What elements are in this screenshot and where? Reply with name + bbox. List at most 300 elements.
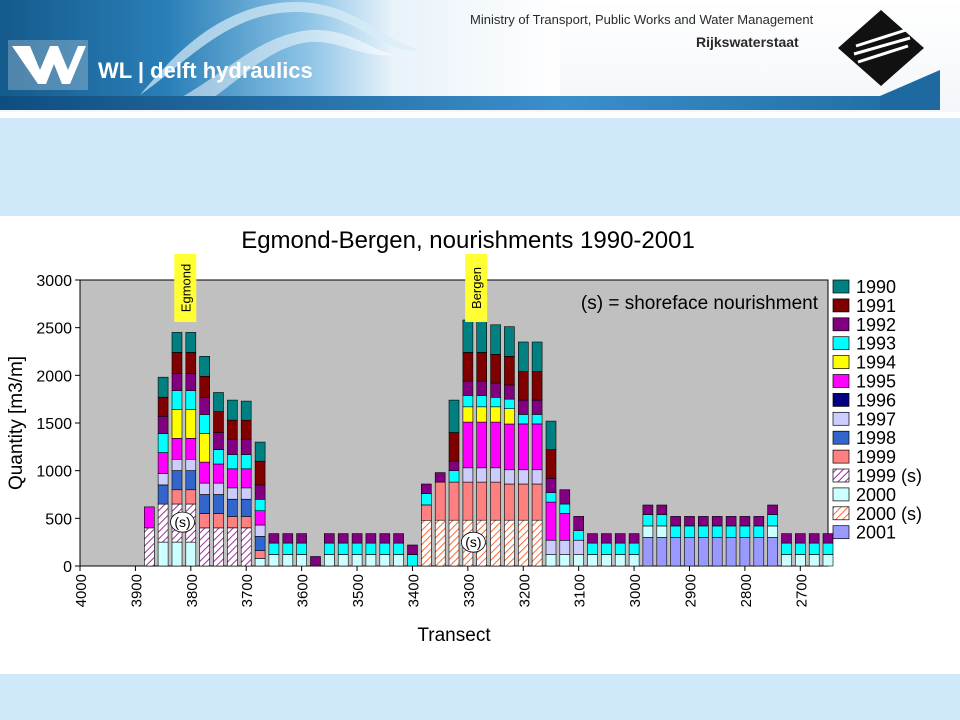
bar-segment <box>158 397 168 416</box>
x-axis-label: Transect <box>417 625 491 646</box>
bar-segment <box>657 537 667 566</box>
bar-segment <box>214 450 224 464</box>
agency-line: Rijkswaterstaat <box>696 34 799 50</box>
bar-segment <box>560 540 570 554</box>
bar-segment <box>200 356 210 376</box>
bar-segment <box>172 471 182 490</box>
bar-segment <box>657 526 667 537</box>
bar-segment <box>241 439 251 454</box>
legend-item <box>833 277 896 297</box>
bar-segment <box>546 493 556 503</box>
legend-item <box>833 504 922 524</box>
legend-swatch <box>833 488 849 501</box>
x-tick-label: 3900 <box>128 574 146 608</box>
bar-segment <box>214 514 224 528</box>
bar-segment <box>158 416 168 433</box>
bar-segment <box>435 482 445 520</box>
bar-segment <box>477 395 487 406</box>
y-tick-label: 500 <box>45 511 72 529</box>
bar-segment <box>768 526 778 537</box>
bar-segment <box>255 511 265 525</box>
bar-segment <box>546 540 556 554</box>
bar-segment <box>532 372 542 401</box>
legend-item <box>833 447 896 467</box>
bar-segment <box>200 528 210 566</box>
legend-swatch <box>833 318 849 331</box>
bar-segment <box>366 543 376 554</box>
bar-segment <box>241 499 251 516</box>
bar-segment <box>477 468 487 482</box>
bar-segment <box>241 455 251 469</box>
legend-item <box>833 466 922 486</box>
bar-segment <box>809 555 819 566</box>
legend-item <box>833 390 896 410</box>
bar-segment <box>671 526 681 537</box>
bar-segment <box>712 537 722 566</box>
bar-segment <box>200 376 210 397</box>
bar-segment <box>241 528 251 566</box>
bar-segment <box>463 353 473 382</box>
bar-segment <box>172 542 182 566</box>
bar-segment <box>408 555 418 566</box>
bar-segment <box>463 320 473 352</box>
bar-segment <box>186 490 196 504</box>
bar-segment <box>324 555 334 566</box>
bar-segment <box>214 464 224 483</box>
bar-segment <box>214 528 224 566</box>
bar-segment <box>463 381 473 395</box>
x-tick-label: 3600 <box>294 574 312 608</box>
bar-segment <box>227 400 237 420</box>
legend-item <box>833 523 896 543</box>
bar-segment <box>255 536 265 550</box>
bar-segment <box>574 516 584 530</box>
shoreface-marker <box>171 512 195 532</box>
bar-segment <box>352 543 362 554</box>
bar-segment <box>366 534 376 544</box>
brand-name: WL | delft hydraulics <box>98 58 313 83</box>
x-tick-label: 3300 <box>460 574 478 608</box>
bar-segment <box>546 502 556 540</box>
bar-segment <box>227 499 237 516</box>
bottom-band <box>0 674 960 720</box>
bar-segment <box>504 424 514 470</box>
bar-segment <box>463 468 473 482</box>
bar-segment <box>671 537 681 566</box>
bar-segment <box>477 381 487 395</box>
y-axis <box>36 273 80 576</box>
bar-segment <box>449 520 459 566</box>
bar-segment <box>338 543 348 554</box>
legend-item <box>833 353 896 373</box>
bar-segment <box>144 528 154 566</box>
bar-segment <box>449 433 459 462</box>
bar-segment <box>255 499 265 510</box>
shoreface-marker-text: (s) <box>174 514 191 531</box>
bar-segment <box>504 409 514 424</box>
bar-segment <box>255 558 265 566</box>
bar-segment <box>532 470 542 484</box>
legend-label: 1990 <box>856 277 897 297</box>
bar-segment <box>795 555 805 566</box>
bar-segment <box>615 534 625 544</box>
bar-segment <box>338 534 348 544</box>
bar-segment <box>504 356 514 385</box>
bar-segment <box>200 414 210 433</box>
y-tick-label: 2500 <box>36 320 72 338</box>
bar-segment <box>698 526 708 537</box>
bar-segment <box>518 414 528 424</box>
bar-segment <box>449 400 459 432</box>
bar-segment <box>518 400 528 414</box>
bar-segment <box>227 455 237 469</box>
bar-segment <box>629 534 639 544</box>
top-band <box>0 118 960 216</box>
bar-segment <box>685 516 695 526</box>
bar-segment <box>588 543 598 554</box>
bar-segment <box>172 490 182 504</box>
bar-segment <box>297 534 307 544</box>
bar-segment <box>241 420 251 439</box>
shoreface-marker <box>461 532 485 552</box>
legend-label: 1992 <box>856 314 897 335</box>
bar-segment <box>186 459 196 470</box>
bar-segment <box>615 555 625 566</box>
bar-segment <box>463 422 473 468</box>
bar-segment <box>394 555 404 566</box>
bar-segment <box>200 462 210 483</box>
bar-segment <box>477 422 487 468</box>
x-tick-label: 3800 <box>183 574 201 608</box>
bar-segment <box>629 543 639 554</box>
bar-segment <box>380 543 390 554</box>
bar-segment <box>283 534 293 544</box>
place-label <box>465 254 487 322</box>
legend-swatch <box>833 507 849 520</box>
bar-segment <box>255 551 265 559</box>
place-label-text: Egmond <box>178 263 194 313</box>
legend-label: 1997 <box>856 409 897 430</box>
bar-segment <box>435 473 445 483</box>
legend-swatch <box>833 337 849 350</box>
bar-segment <box>491 354 501 383</box>
bar-segment <box>449 461 459 471</box>
bar-segment <box>491 325 501 355</box>
bar-segment <box>504 385 514 399</box>
bar-segment <box>241 488 251 499</box>
bar-segment <box>421 520 431 566</box>
bar-segment <box>754 516 764 526</box>
x-tick-label: 3500 <box>350 574 368 608</box>
legend-swatch <box>833 526 849 539</box>
bar-segment <box>227 420 237 439</box>
bar-segment <box>324 543 334 554</box>
legend-item <box>833 334 896 354</box>
bar-segment <box>726 526 736 537</box>
bar-segment <box>200 514 210 528</box>
bar-segment <box>685 537 695 566</box>
legend-item <box>833 296 896 316</box>
legend-swatch <box>833 375 849 388</box>
bar-segment <box>518 520 528 566</box>
bar-segment <box>158 504 168 542</box>
bar-segment <box>241 401 251 420</box>
bar-segment <box>504 327 514 357</box>
legend-label: 1993 <box>856 333 897 354</box>
ministry-line: Ministry of Transport, Public Works and Water Management <box>470 12 814 27</box>
bar-segment <box>352 534 362 544</box>
legend-label: 1998 <box>856 428 897 449</box>
bar-segment <box>532 424 542 470</box>
legend-swatch <box>833 412 849 425</box>
legend-label: 2001 <box>856 522 897 543</box>
bar-segment <box>172 353 182 374</box>
bar-segment <box>255 442 265 461</box>
bar-segment <box>435 520 445 566</box>
bar-segment <box>782 555 792 566</box>
bar-segment <box>186 438 196 459</box>
bar-segment <box>200 397 210 414</box>
bar-segment <box>380 555 390 566</box>
bar-segment <box>172 410 182 439</box>
bar-segment <box>186 373 196 390</box>
bar-segment <box>615 543 625 554</box>
x-tick-label: 4000 <box>73 574 90 608</box>
bar-segment <box>823 555 833 566</box>
bar-segment <box>297 543 307 554</box>
bar-segment <box>449 471 459 482</box>
legend-label: 2000 <box>856 484 897 505</box>
bar-segment <box>532 520 542 566</box>
bar-segment <box>214 495 224 514</box>
bar-segment <box>186 471 196 490</box>
legend-label: 1999 <box>856 447 897 468</box>
bar-segment <box>546 450 556 479</box>
bar-segment <box>172 391 182 410</box>
bar-segment <box>560 504 570 514</box>
bar-segment <box>394 543 404 554</box>
bar-segment <box>518 424 528 470</box>
legend-swatch <box>833 393 849 406</box>
bar-segment <box>227 516 237 527</box>
bar-segment <box>158 474 168 485</box>
bar-segment <box>782 543 792 554</box>
y-tick-label: 2000 <box>36 368 72 386</box>
bar-segment <box>768 537 778 566</box>
bar-segment <box>380 534 390 544</box>
x-tick-label: 2700 <box>793 574 811 608</box>
bar-segment <box>463 395 473 406</box>
bar-segment <box>477 407 487 422</box>
bar-segment <box>532 342 542 372</box>
legend-label: 1994 <box>856 352 897 373</box>
bar-segment <box>172 438 182 459</box>
bar-segment <box>643 537 653 566</box>
legend-item <box>833 409 896 429</box>
bar-segment <box>588 555 598 566</box>
bar-segment <box>463 407 473 422</box>
place-label <box>174 254 196 322</box>
bar-segment <box>532 414 542 424</box>
bar-segment <box>629 555 639 566</box>
legend-item <box>833 372 896 392</box>
shoreface-annotation: (s) = shoreface nourishment <box>580 293 818 314</box>
bar-segment <box>311 557 321 567</box>
bar-segment <box>754 526 764 537</box>
bar-segment <box>574 531 584 541</box>
bar-segment <box>283 543 293 554</box>
bar-segment <box>241 469 251 488</box>
bar-segment <box>214 393 224 412</box>
bar-segment <box>546 478 556 492</box>
bar-segment <box>200 434 210 463</box>
bar-segment <box>491 422 501 468</box>
bar-segment <box>588 534 598 544</box>
bar-segment <box>601 555 611 566</box>
bar-segment <box>795 543 805 554</box>
bar-segment <box>352 555 362 566</box>
chart-title: Egmond-Bergen, nourishments 1990-2001 <box>241 227 695 254</box>
bar-segment <box>601 534 611 544</box>
bar-segment <box>297 555 307 566</box>
legend-label: 2000 (s) <box>856 503 923 524</box>
bar-segment <box>366 555 376 566</box>
bar-segment <box>726 537 736 566</box>
bar-segment <box>269 534 279 544</box>
bar-segment <box>463 482 473 520</box>
bar-segment <box>643 515 653 526</box>
x-tick-label: 2800 <box>737 574 755 608</box>
bar-segment <box>518 470 528 484</box>
place-label-text: Bergen <box>469 267 485 309</box>
y-tick-label: 0 <box>63 559 72 576</box>
bar-segment <box>740 526 750 537</box>
bar-segment <box>421 484 431 494</box>
bar-segment <box>532 484 542 520</box>
bar-segment <box>657 505 667 515</box>
bar-segment <box>477 320 487 352</box>
bar-segment <box>269 543 279 554</box>
bar-segment <box>560 490 570 504</box>
bar-segment <box>768 515 778 526</box>
bar-segment <box>657 515 667 526</box>
bar-segment <box>560 555 570 566</box>
bar-segment <box>518 372 528 401</box>
bar-segment <box>574 540 584 554</box>
bar-segment <box>518 484 528 520</box>
bar-segment <box>809 534 819 544</box>
bar-segment <box>712 516 722 526</box>
legend-swatch <box>833 431 849 444</box>
bar-segment <box>200 483 210 494</box>
bar-segment <box>255 461 265 485</box>
bar-segment <box>698 516 708 526</box>
bar-segment <box>532 400 542 414</box>
bar-segment <box>158 485 168 504</box>
bar-segment <box>823 534 833 544</box>
legend-item <box>833 315 896 335</box>
legend-swatch <box>833 356 849 369</box>
legend-label: 1991 <box>856 295 897 316</box>
bar-segment <box>172 459 182 470</box>
bar-segment <box>214 412 224 433</box>
bar-segment <box>546 421 556 450</box>
y-tick-label: 3000 <box>36 273 72 290</box>
bar-segment <box>449 482 459 520</box>
bar-segment <box>491 520 501 566</box>
bar-segment <box>283 555 293 566</box>
bar-segment <box>643 505 653 515</box>
bar-segment <box>172 332 182 352</box>
bar-segment <box>214 483 224 494</box>
bar-segment <box>518 342 528 372</box>
bar-segment <box>671 516 681 526</box>
x-tick-label: 3400 <box>405 574 423 608</box>
shoreface-marker-text: (s) <box>465 534 482 551</box>
bar-segment <box>504 484 514 520</box>
bar-segment <box>227 528 237 566</box>
legend-swatch <box>833 469 849 482</box>
bar-segment <box>158 453 168 474</box>
bar-segment <box>740 516 750 526</box>
agency-logo <box>836 8 926 88</box>
bar-segment <box>782 534 792 544</box>
bar-segment <box>408 545 418 555</box>
legend-label: 1999 (s) <box>856 466 923 486</box>
x-tick-label: 3200 <box>516 574 534 608</box>
bar-segment <box>546 555 556 566</box>
legend-swatch <box>833 299 849 312</box>
bar-segment <box>269 555 279 566</box>
bar-segment <box>477 353 487 382</box>
legend-item <box>833 428 896 448</box>
bar-segment <box>491 407 501 422</box>
legend-swatch <box>833 280 849 293</box>
bar-segment <box>504 520 514 566</box>
bar-segment <box>338 555 348 566</box>
legend <box>833 277 922 543</box>
bar-segment <box>158 542 168 566</box>
bar-segment <box>491 383 501 397</box>
bar-segment <box>712 526 722 537</box>
bar-segment <box>186 332 196 352</box>
bar-segment <box>214 433 224 450</box>
chart <box>0 216 960 674</box>
bar-segment <box>768 505 778 515</box>
bar-segment <box>227 469 237 488</box>
legend-item <box>833 485 896 505</box>
bar-segment <box>158 434 168 453</box>
bar-segment <box>574 555 584 566</box>
bar-segment <box>200 495 210 514</box>
bar-segment <box>324 534 334 544</box>
legend-label: 1995 <box>856 371 897 392</box>
bar-segment <box>421 505 431 520</box>
bar-segment <box>172 373 182 390</box>
header-banner <box>0 0 960 112</box>
x-tick-label: 3700 <box>239 574 257 608</box>
bar-segment <box>227 488 237 499</box>
bar-segment <box>394 534 404 544</box>
bar-segment <box>698 537 708 566</box>
legend-label: 1996 <box>856 390 897 411</box>
bar-segment <box>255 525 265 536</box>
bar-segment <box>643 526 653 537</box>
brand-logo <box>8 40 88 90</box>
y-axis-label: Quantity [m3/m] <box>6 355 27 491</box>
legend-swatch <box>833 450 849 463</box>
bar-segment <box>795 534 805 544</box>
